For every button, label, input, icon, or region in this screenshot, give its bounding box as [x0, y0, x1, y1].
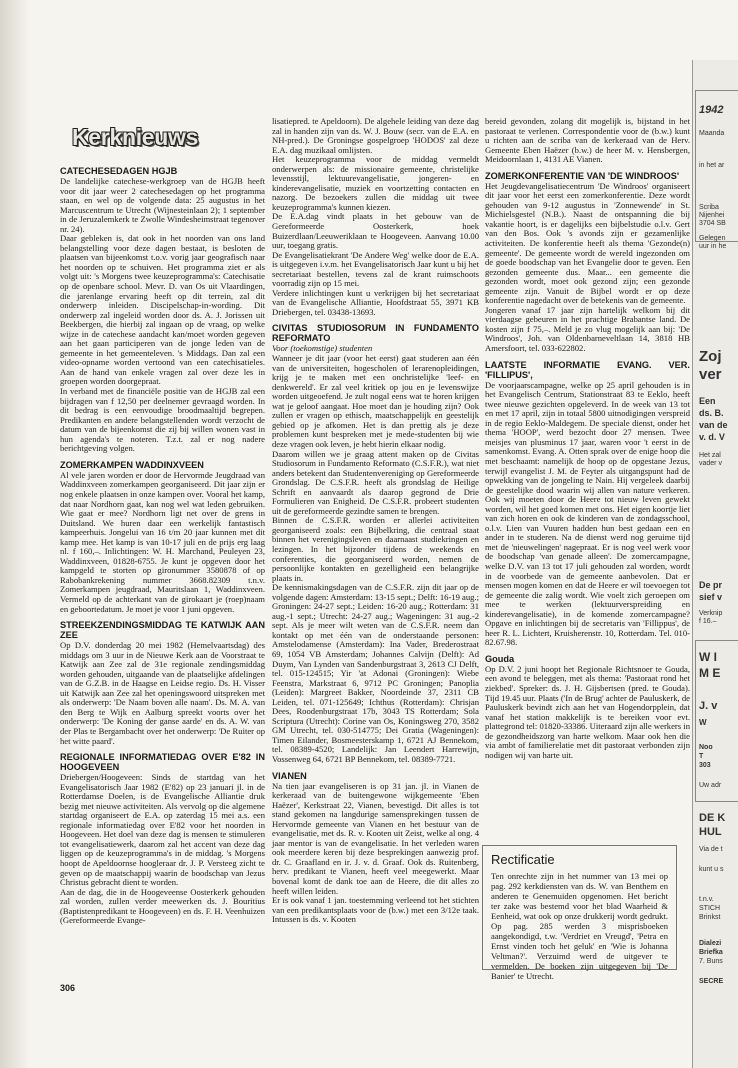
correction-title: Rectificatie — [491, 852, 555, 867]
column-3 — [485, 117, 690, 760]
adjacent-text: van de — [699, 420, 728, 430]
column-2 — [272, 117, 479, 925]
article-text: Driebergen/Hoogeveen: Sinds de startdag van het Evangelisatorisch Jaar 1982 (E'82) op 23 januari jl. in de Rotterdamse Doelen, is de Evangelische Alliantie druk bezig met nieuwe activiteiten. Als vervolg op die algemene startdag organiseert de E.A. op zaterdag 15 mei a.s. een regionale informatiedag over E'82 voor het noorden in Hoogeveen. Het doel van deze dag is mensen te stimuleren tot evangelisatiewerk, daarom zal het accent van deze dag liggen op de keuzeprogramma's in de middag. 's Morgens hoopt de Apeldoornse hoogleraar dr. J. P. Versteeg zicht te geven op de maatschappij waarin de boodschap van Jezus Christus gebracht dient te worden. — [60, 772, 265, 888]
article-title: VIANEN — [272, 770, 307, 781]
article-text: Al vele jaren worden er door de Hervormde Jeugdraad van Waddinxveen zomerkampen georganiseerd. Dit jaar zijn er nog enkele plaatsen in onze kampen over. Vooral het kamp, dat naar Nordhorn gaat, kan nog wel wat leden gebruiken. Wie gaat er mee? Nordhorn ligt net over de grens in Duitsland. We huren daar een werkelijk fantastisch kampeerhuis. Jongelui van 16 t/m 20 jaar kunnen met dit kamp mee. Het kamp is van 10-17 juli en de prijs erg laag nl. f 160,–. Inlichtingen: W. H. Marchand, Peuleyen 23, Waddinxveen, 01828-6755. Je kunt je opgeven door het kampgeld te storten op gironummer 3580878 of op Rabobankrekening nummer 3668.82309 t.n.v. Zomerkampen jeugdraad, Mauritslaan 1, Waddinxveen. Vermeld op de achterkant van de girokaart je (roep)naam en geboortedatum. Je moet je voor 1 juni opgeven. — [60, 469, 265, 614]
article-text: Binnen de C.S.F.R. worden er allerlei activiteiten georganiseerd zoals: een Bijbelkring, die centraal staat binnen het verenigingsleven en daarnaast studiekringen en lezingen. In het bijzonder tijdens de weekends en conferenties, die georganiseerd worden, nemen de persoonlijke kontakten en gezelligheid een belangrijke plaats in. — [272, 515, 479, 583]
correction-text: Ten onrechte zijn in het nummer van 13 mei op pag. 292 kerkdiensten van ds. W. van Benthem en anderen te Genemuiden opgenomen. Het bericht ter zake was bestemd voor het blad Waarheid & Eenheid, wat ook op onze drukkerij wordt gedrukt. Op pag. 285 werden 3 misprisboeken aangekondigd, t.w. 'Verdriet en Vreugd', 'Petra en Ernst vinden toch het geluk' en 'Wie is Johanna Veltman?'. Verzuimd werd de uitgever te vermelden. De boeken zijn uitgegeven bij 'De Banier' te Utrecht. — [491, 871, 668, 981]
page-edge-shadow — [0, 0, 30, 1068]
adjacent-text: Scriba — [699, 204, 719, 211]
adjacent-text: 303 — [699, 762, 711, 769]
adjacent-text: J. v — [699, 700, 718, 712]
article-text: Op D.V. donderdag 20 mei 1982 (Hemelvaartsdag) des middags om 3 uur in de Nieuwe Kerk aan de Voorstraat te Katwijk aan Zee zal de 31e regionale zendingsmiddag worden gehouden, uitgaande van de plaatselijke afdelingen van de G.Z.B. in de Haagse en Leidse regio. Ds. H. Visser uit Katwijk aan Zee zal het openingswoord uitspreken met als onderwerp: 'De Naam boven alle naam'. Ds. M. A. van den Berg te Wijk en Aalburg spreekt voorts over het onderwerp: 'De Koning der ganse aarde' en ds. A. W. van der Plas te Bergambacht over het onderwerp: 'De Ruiter op het witte paard'. — [60, 640, 265, 746]
article-title: REGIONALE INFORMATIEDAG OVER E'82 IN HOOGEVEEN — [60, 752, 265, 773]
adjacent-text: DE K — [699, 812, 726, 824]
adjacent-text: W I — [699, 650, 717, 664]
article-text: Het keuzeprogramma voor de middag vermeldt onderwerpen als: de missionaire gemeente, christelijke levensstijl, lektuurevangelisatie, jongeren- en kinderevangelisatie, muziek en voortzetting contacten en nazorg. De bezoekers zullen die middag uit twee keuzeprogramma's kunnen kiezen. — [272, 154, 479, 212]
adjacent-text: Via de t — [699, 846, 723, 853]
adjacent-text: T — [699, 753, 704, 760]
adjacent-text: Noo — [699, 744, 713, 751]
article-subtitle: Voor (toekomstige) studenten — [272, 343, 373, 354]
adjacent-text: v. d. V — [699, 432, 725, 442]
article-text: Er is ook vanaf 1 jan. toestemming verleend tot het stichten van een predikantsplaats voor de (b.w.) met een 3/12e taak. Intussen is ds. v. Kooten — [272, 895, 479, 925]
adjacent-text: Een — [699, 396, 716, 406]
article-text: Daarom willen we je graag attent maken op de Civitas Studiosorum in Fundamento Reformato (C.S.F.R.), wat niet anders betekent dan Studentenvereniging op Gereformeerde Grondslag. De C.S.F.R. heeft als grondslag de Heilige Schrift en aanvaardt als daarop gegrond de Drie Formulieren van Enigheid. De C.S.F.R. probeert studenten uit de gereformeerde gezindte samen te brengen. — [272, 448, 479, 516]
adjacent-text: Briefka — [699, 949, 723, 956]
article-text: In verband met de financiële positie van de HGJB zal een bijdragen van f 12,50 per deelnemer gevraagd worden. In dit bedrag is een eenvoudige broodmaaltijd begrepen. Predikanten en andere belangstellenden wordt verzocht de datum van de bijeenkomst die zij bij willen wonen vast in hun agenda's te noteren. T.z.t. zal er nog nadere berichtgeving volgen. — [60, 386, 265, 454]
adjacent-text: uur in he — [699, 243, 727, 250]
adjacent-text: 7. Buns — [699, 958, 723, 965]
adjacent-text: kunt u s — [699, 866, 724, 873]
adjacent-text: sief v — [699, 592, 723, 602]
article-text: De Evangelisatiekrant 'De Andere Weg' welke door de E.A. is uitgegeven i.v.m. het Evangelisatorisch Jaar kunt u bij het secretariaat bestellen, tevens zal de krant ruimschoots voorradig zijn op 15 mei. — [272, 249, 479, 289]
adjacent-text: Nijenhei — [699, 212, 725, 219]
article-title: STREEKZENDINGSMIDDAG TE KATWIJK AAN ZEE — [60, 620, 265, 641]
article-text: Na tien jaar evangeliseren is op 31 jan. jl. in Vianen de kerkeraad van de buitengewone wijkgemeente 'Eben Haëzer', Kerkstraat 22, Vianen, bevestigd. Dit alles is tot stand gekomen na langdurige samensprekingen tussen de Hervormde gemeente van Vianen en het bestuur van de evangelisatie, met ds. R. v. Kooten uit Zeist, welke al ong. 4 jaar mentor is van de evangelisatie. In het verleden waren ook meerdere keren bij deze besprekingen aanwezig prof. dr. C. Graafland en ir. J. v. d. Graaf. Ook ds. Ruitenberg, herv. predikant te Vianen, heeft veel meegewerkt. Maar bovenal komt de dank toe aan de Heere, die dit alles zo heeft willen leiden. — [272, 780, 479, 896]
adjacent-text: Zoj — [699, 348, 722, 365]
article-text: De voorjaarscampagne, welke op 25 april gehouden is in het Evangelisch Centrum, Stationstraat 83 te Eeklo, heeft twee nieuwe gezichten opgeleverd. In de week van 13 tot en met 17 april, zijn in totaal 5800 uitnodigingen verspreid in de regio Eeklo-Maldegem. De speciale dienst, onder het thema 'HOOP', werd bezocht door 27 mensen. Twee meisjes van plusminus 17 jaar, waren voor 't eerst in de samenkomst. Evang. A. Otten sprak over de enige hoop die met beschaamt: namelijk de hoop op de opgestane Jezus, terwijl evangelist J. M. de Feyter als uitgangspunt had de opwekking van de jongeling te Nain. Hij vergeleek daarbij de geestelijke dood waarin wij allen van nature verkeren. Ook wij moeten door de Heere tot nieuw leven gewekt worden, wil het goed komen met ons. Het eigen koortje liet van zich horen en ook de kinderen van de zondagsschool, o.l.v. Lien van Vuuren hadden hun best gedaan een en ander in te studeren. Na de dienst werd nog geruime tijd met de 'nieuwelingen' nagepraat. Er is nog veel werk voor de boodschap 'van genade alleen'. De zomercampagne, welke D.V. van 13 tot 17 juli gehouden zal worden, wordt in de voorbede van de gemeente aanbevolen. Dat er mensen mogen komen en dat de Heere er wil toevoegen tot de gemeente die zalig wordt. Wie voelt zich geroepen om mee te werken (lektuurverspreiding en kinderevangelisatie), in de komende zomercampagne? Opgave en inlichtingen bij de secretaris van 'Fillippus', de heer R. L. Lichtert, Kruisherenstr. 10, Rotterdam. Tel. 010-82.67.98. — [485, 379, 690, 648]
article-text: Wanneer je dit jaar (voor het eerst) gaat studeren aan één van de universiteiten, hogescholen of lerarenopleidingen, krijg je te maken met een onchristelijke 'leef- en denkwereld'. Er zal veel kritiek op jou en je levenswijze worden uitgeoefend. Je zult nogal eens wat te horen krijgen wat je geloof aangaat. Hoe moet dan je houding zijn? Ook zullen er vragen op ethisch, maatschappelijk en geestelijk gebied op je afkomen. Het is dan prettig als je deze problemen kunt bespreken met je mede-studenten bij wie deze vragen ook leven, je hebt hierin elkaar nodig. — [272, 353, 479, 449]
article-text: bereid gevonden, zolang dit mogelijk is, bijstand in het pastoraat te verlenen. Correspondentie voor de (b.w.) kunt u richten aan de scriba van de kerkeraad van de Herv. Gemeente Eben Haëzer (b.w.) de heer M. v. Hensbergen, Meidoornlaan 1, 4131 AE Vianen. — [485, 116, 690, 165]
adjacent-text: Het zal — [699, 452, 721, 459]
adjacent-text: HUL — [699, 826, 722, 838]
article-text: Daar gebleken is, dat ook in het noorden van ons land belangstelling voor deze dagen bestaat, is besloten de plaatsen van bijeenkomst t.o.v. vorig jaar geografisch naar het noorden op te schuiven. Het programma ziet er als volgt uit: 's Morgens twee keuzeprogramma's: Catechisatie op de openbare school. Mevr. D. van Os uit Vlaardingen, die jarenlange ervaring heeft op dit terrein, zal dit onderwerp inleiden. Discipelschap-in-wording. Dit onderwerp zal ingeleid worden door ds. A. J. Jorissen uit Beekbergen, die hierbij zal ingaan op de vraag, op welke wijze in de catechese aandacht kan/moet worden gegeven aan het gaan participeren van de jonge leden van de gemeente in het gemeenteleven. 's Middags. Dan zal een video-opname worden vertoond van een catechisatieles. Aan de hand van enkele vragen zal over deze les in groepen worden doorgepraat. — [60, 233, 265, 387]
article-text: Verdere inlichtingen kunt u verkrijgen bij het secretariaat van de Evangelische Alliantie, Hoofdstraat 55, 3971 KB Driebergen, tel. 03438-13693. — [272, 287, 479, 317]
article-title: ZOMERKONFERENTIE VAN 'DE WINDROOS' — [485, 170, 680, 181]
article-title: LAATSTE INFORMATIE EVANG. VER. 'FILLIPUS', — [485, 359, 690, 380]
adjacent-text: Gelegen — [699, 235, 726, 242]
article-title: Gouda — [485, 653, 515, 664]
article-text: Jongeren vanaf 17 jaar zijn hartelijk welkom bij dit vierdaagse gebeuren in het prachtige Brabantse land. De kosten zijn f 75,–. Meld je zo vlug mogelijk aan bij: 'De Windroos', Joh. van Oldenbarneveltlaan 14, 3818 HB Amersfoort, tel. 033-622802. — [485, 304, 690, 354]
section-logo: Kerknieuws — [72, 124, 199, 150]
article-text: De landelijke catechese-werkgroep van de HGJB heeft voor dit jaar weer 2 catechesedagen op het programma staan, en wel op de volgende data: 25 augustus in het Marcuscentrum te Utrecht (Wijnesteinlaan 2); 1 september in de Jeruzalemkerk te Zwolle Windesheimstraat tegenover nr. 24). — [60, 176, 265, 234]
adjacent-text: vader v — [699, 460, 722, 467]
article-text: De kennismakingsdagen van de C.S.F.R. zijn dit jaar op de volgende dagen: Amsterdam: 13-15 sept.; Delft: 16-19 aug.; Groningen: 24-27 sept.; Leiden: 16-20 aug.; Rotterdam: 31 aug.-1 sept.; Utrecht: 24-27 aug.; Wageningen: 31 aug.-2 sept. Als je meer wilt weten van de C.S.F.R. neem dan kontakt op met één van de onderstaande personen: Amstelodamense (Amsterdam): Ina Vader, Brederostraat 69, 1054 VB Amsterdam; Johannes Calvijn (Delft): Ad Duym, Van Lynden van Sandenburgstraat 3, 2613 CJ Delft, tel. 015-124515; Yir 'at Adonai (Groningen): Wiebe Feenstra, Markstraat 6, 9712 PC Groningen; Panoplia (Leiden): Margreet Bakker, Noordeinde 37, 2311 CB Leiden, tel. 071-125649; Ichthus (Rotterdam): Chrisjan Dees, Roodenburgstraat 17b, 3043 TS Rotterdam; Sola Scriptura (Utrecht): Corine van Os, Koningsweg 270, 3582 GM Utrecht, tel. 030-514775; Dei Gratia (Wageningen): Timen Eilander, Bosmeesterskamp 1, 6721 AJ Bennekom, tel. 08389-4520; Landelijk: Jan Leendert Harrewijn, Vossenweg 64, 6721 BP Bennekom, tel. 08389-7721. — [272, 582, 479, 764]
adjacent-text: Brinkst — [699, 914, 721, 921]
adjacent-text: in het ar — [699, 162, 725, 169]
adjacent-text: Maanda — [699, 130, 725, 137]
adjacent-text: M E — [699, 666, 721, 680]
adjacent-text: 1942 — [699, 104, 724, 116]
adjacent-text: W — [699, 718, 707, 727]
adjacent-text: SECRE — [699, 978, 724, 985]
adjacent-text: ds. B. — [699, 408, 724, 418]
adjacent-text: STICH — [699, 905, 720, 912]
article-text: lisatiepred. te Apeldoorn). De algehele leiding van deze dag zal in handen zijn van ds. W. J. Bouw (secr. van de E.A. en NH-pred.). De Groningse gospelgroep 'HODOS' zal deze E.A. dag muzikaal omlijsten. — [272, 116, 479, 155]
article-text: Het Jeugdevangelisatiecentrum 'De Windroos' organiseert dit jaar voor het eerst een zomerkonferentie. Deze wordt gehouden van 9-12 augustus in 'Zonnewende' in St. Michielsgestel (N.B.). Naast de ontspanning die bij vakantie hoort, is er dagelijks een bijbelstudie o.l.v. Gert van den Bos. Ook 's avonds zijn er gezamenlijke activiteiten. De konferentie heeft als thema 'Gezonde(n) gemeente'. De gemeente wordt de wereld ingezonden om de goede boodschap van het Evangelie door te geven. Een gezonden gemeente dus. Maar... een gemeente die gezonden wordt, moet ook gezond zijn; een gezonde gemeente zijn. Vanuit de Bijbel wordt er op deze konferentie nagedacht over de betekenis van de gemeente. — [485, 180, 690, 306]
adjacent-text: Verknip — [699, 610, 723, 617]
adjacent-text: t.n.v. — [699, 896, 714, 903]
page-number: 306 — [60, 983, 76, 993]
column-1 — [60, 160, 265, 926]
adjacent-text: Uw adr — [699, 782, 722, 789]
article-title: CATECHESEDAGEN HGJB — [60, 166, 178, 176]
article-title: ZOMERKAMPEN WADDINXVEEN — [60, 459, 204, 470]
adjacent-page-strip — [692, 60, 738, 1068]
adjacent-text: 3704 SB — [699, 220, 726, 227]
adjacent-text: ver — [699, 366, 722, 383]
article-text: Op D.V. 2 juni hoopt het Regionale Richtsnoer te Gouda, een avond te beleggen, met als thema: 'Pastoraat rond het ziekbed'. Spreker: ds. J. H. Gijsbertsen (pred. te Gouda). Tijd 19.45 uur. Plaats ('In de Brug' achter de Pauluskerk, de Pauluskerk bevindt zich aan het van Hogendorpplein, dat vanaf het station makkelijk is te bereiken voor evt. plattegrond tel: 01820-33386. Uiteraard zijn alle werkers in de gezondheidszorg van harte welkom. Maar ook hen die via ambt of familierelatie met dit pastoraat verbonden zijn nodigen wij van harte uit. — [485, 663, 690, 760]
adjacent-text: Dialezi — [699, 940, 722, 947]
correction-box — [482, 845, 677, 981]
adjacent-text: f 16.– — [699, 618, 717, 625]
adjacent-text: De pr — [699, 580, 723, 590]
article-text: De E.A.dag vindt plaats in het gebouw van de Gereformeerde Oosterkerk, hoek Buizerdlaan/Leeuweriklaan te Hoogeveen. Aanvang 10.00 uur, toegang gratis. — [272, 211, 479, 251]
article-title: CIVITAS STUDIOSORUM IN FUNDAMENTO REFORMATO — [272, 323, 479, 344]
article-text: Aan de dag, die in de Hoogeveense Oosterkerk gehouden zal worden, zullen verder meewerken ds. J. Bouritius (Baptistenpredikant te Hoogeveen) en ds. F. H. Veenhuizen (Gereformeerde Evange- — [60, 886, 265, 926]
